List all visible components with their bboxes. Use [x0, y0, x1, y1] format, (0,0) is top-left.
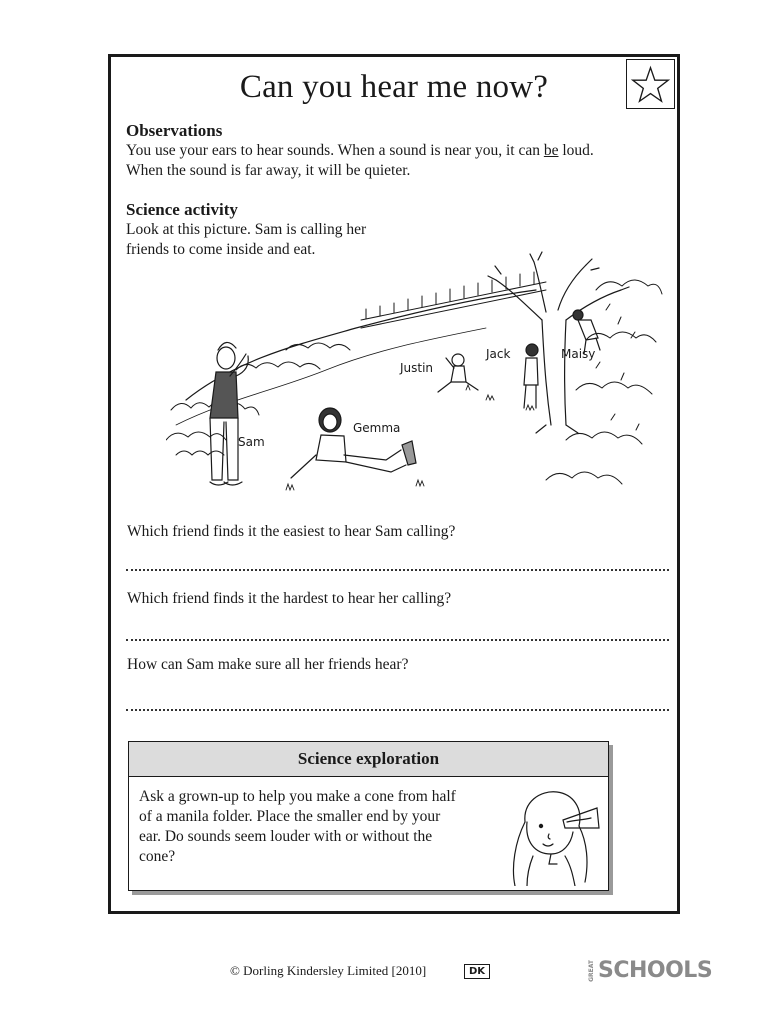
justin-figure — [438, 354, 478, 392]
question-1: Which friend finds it the easiest to hear Sam calling? — [127, 523, 456, 540]
label-jack: Jack — [486, 347, 511, 361]
label-gemma: Gemma — [353, 421, 401, 435]
exploration-line-2: of a manila folder. Place the smaller end by your — [139, 808, 441, 825]
exploration-heading: Science exploration — [129, 742, 608, 777]
girl-with-cone-illustration — [505, 782, 600, 886]
logo-great: GREAT — [588, 960, 595, 982]
observations-line-2: When the sound is far away, it will be quieter. — [126, 162, 411, 179]
page-title: Can you hear me now? — [239, 69, 549, 105]
exploration-line-1: Ask a grown-up to help you make a cone from half — [139, 788, 456, 805]
question-3: How can Sam make sure all her friends hear? — [127, 656, 409, 673]
logo-schools: SCHOOLS — [598, 958, 713, 983]
tree-drawing — [488, 252, 629, 433]
hill-outline — [186, 290, 536, 400]
label-justin: Justin — [400, 361, 434, 375]
observations-heading: Observations — [126, 121, 223, 140]
answer-line-2[interactable] — [126, 639, 669, 641]
observations-line-1: You use your ears to hear sounds. When a sound is near you, it can be loud. — [126, 142, 594, 159]
activity-heading: Science activity — [126, 200, 238, 219]
activity-line-2: friends to come inside and eat. — [126, 241, 316, 258]
sam-figure — [210, 342, 248, 485]
activity-line-1: Look at this picture. Sam is calling her — [126, 221, 367, 238]
worksheet — [108, 54, 680, 914]
grass-tufts — [286, 385, 534, 490]
star-icon — [626, 59, 675, 109]
label-sam: Sam — [238, 435, 265, 449]
jack-figure — [524, 344, 538, 408]
copyright-text: © Dorling Kindersley Limited [2010] — [230, 963, 427, 978]
exploration-text — [139, 787, 499, 867]
observations-text — [126, 141, 676, 181]
park-illustration — [166, 250, 666, 498]
right-bushes-drawing — [546, 280, 662, 484]
answer-line-3[interactable] — [126, 709, 669, 711]
exploration-line-3: ear. Do sounds seem louder with or without the — [139, 828, 433, 845]
underlined-word: be — [543, 142, 559, 159]
exploration-line-4: cone? — [139, 848, 176, 865]
answer-line-1[interactable] — [126, 569, 669, 571]
question-2: Which friend finds it the hardest to hear her calling? — [127, 590, 452, 607]
dk-logo: DK — [464, 964, 490, 979]
label-maisy: Maisy — [561, 347, 596, 361]
gemma-figure — [291, 408, 416, 478]
science-exploration-box — [128, 741, 609, 891]
